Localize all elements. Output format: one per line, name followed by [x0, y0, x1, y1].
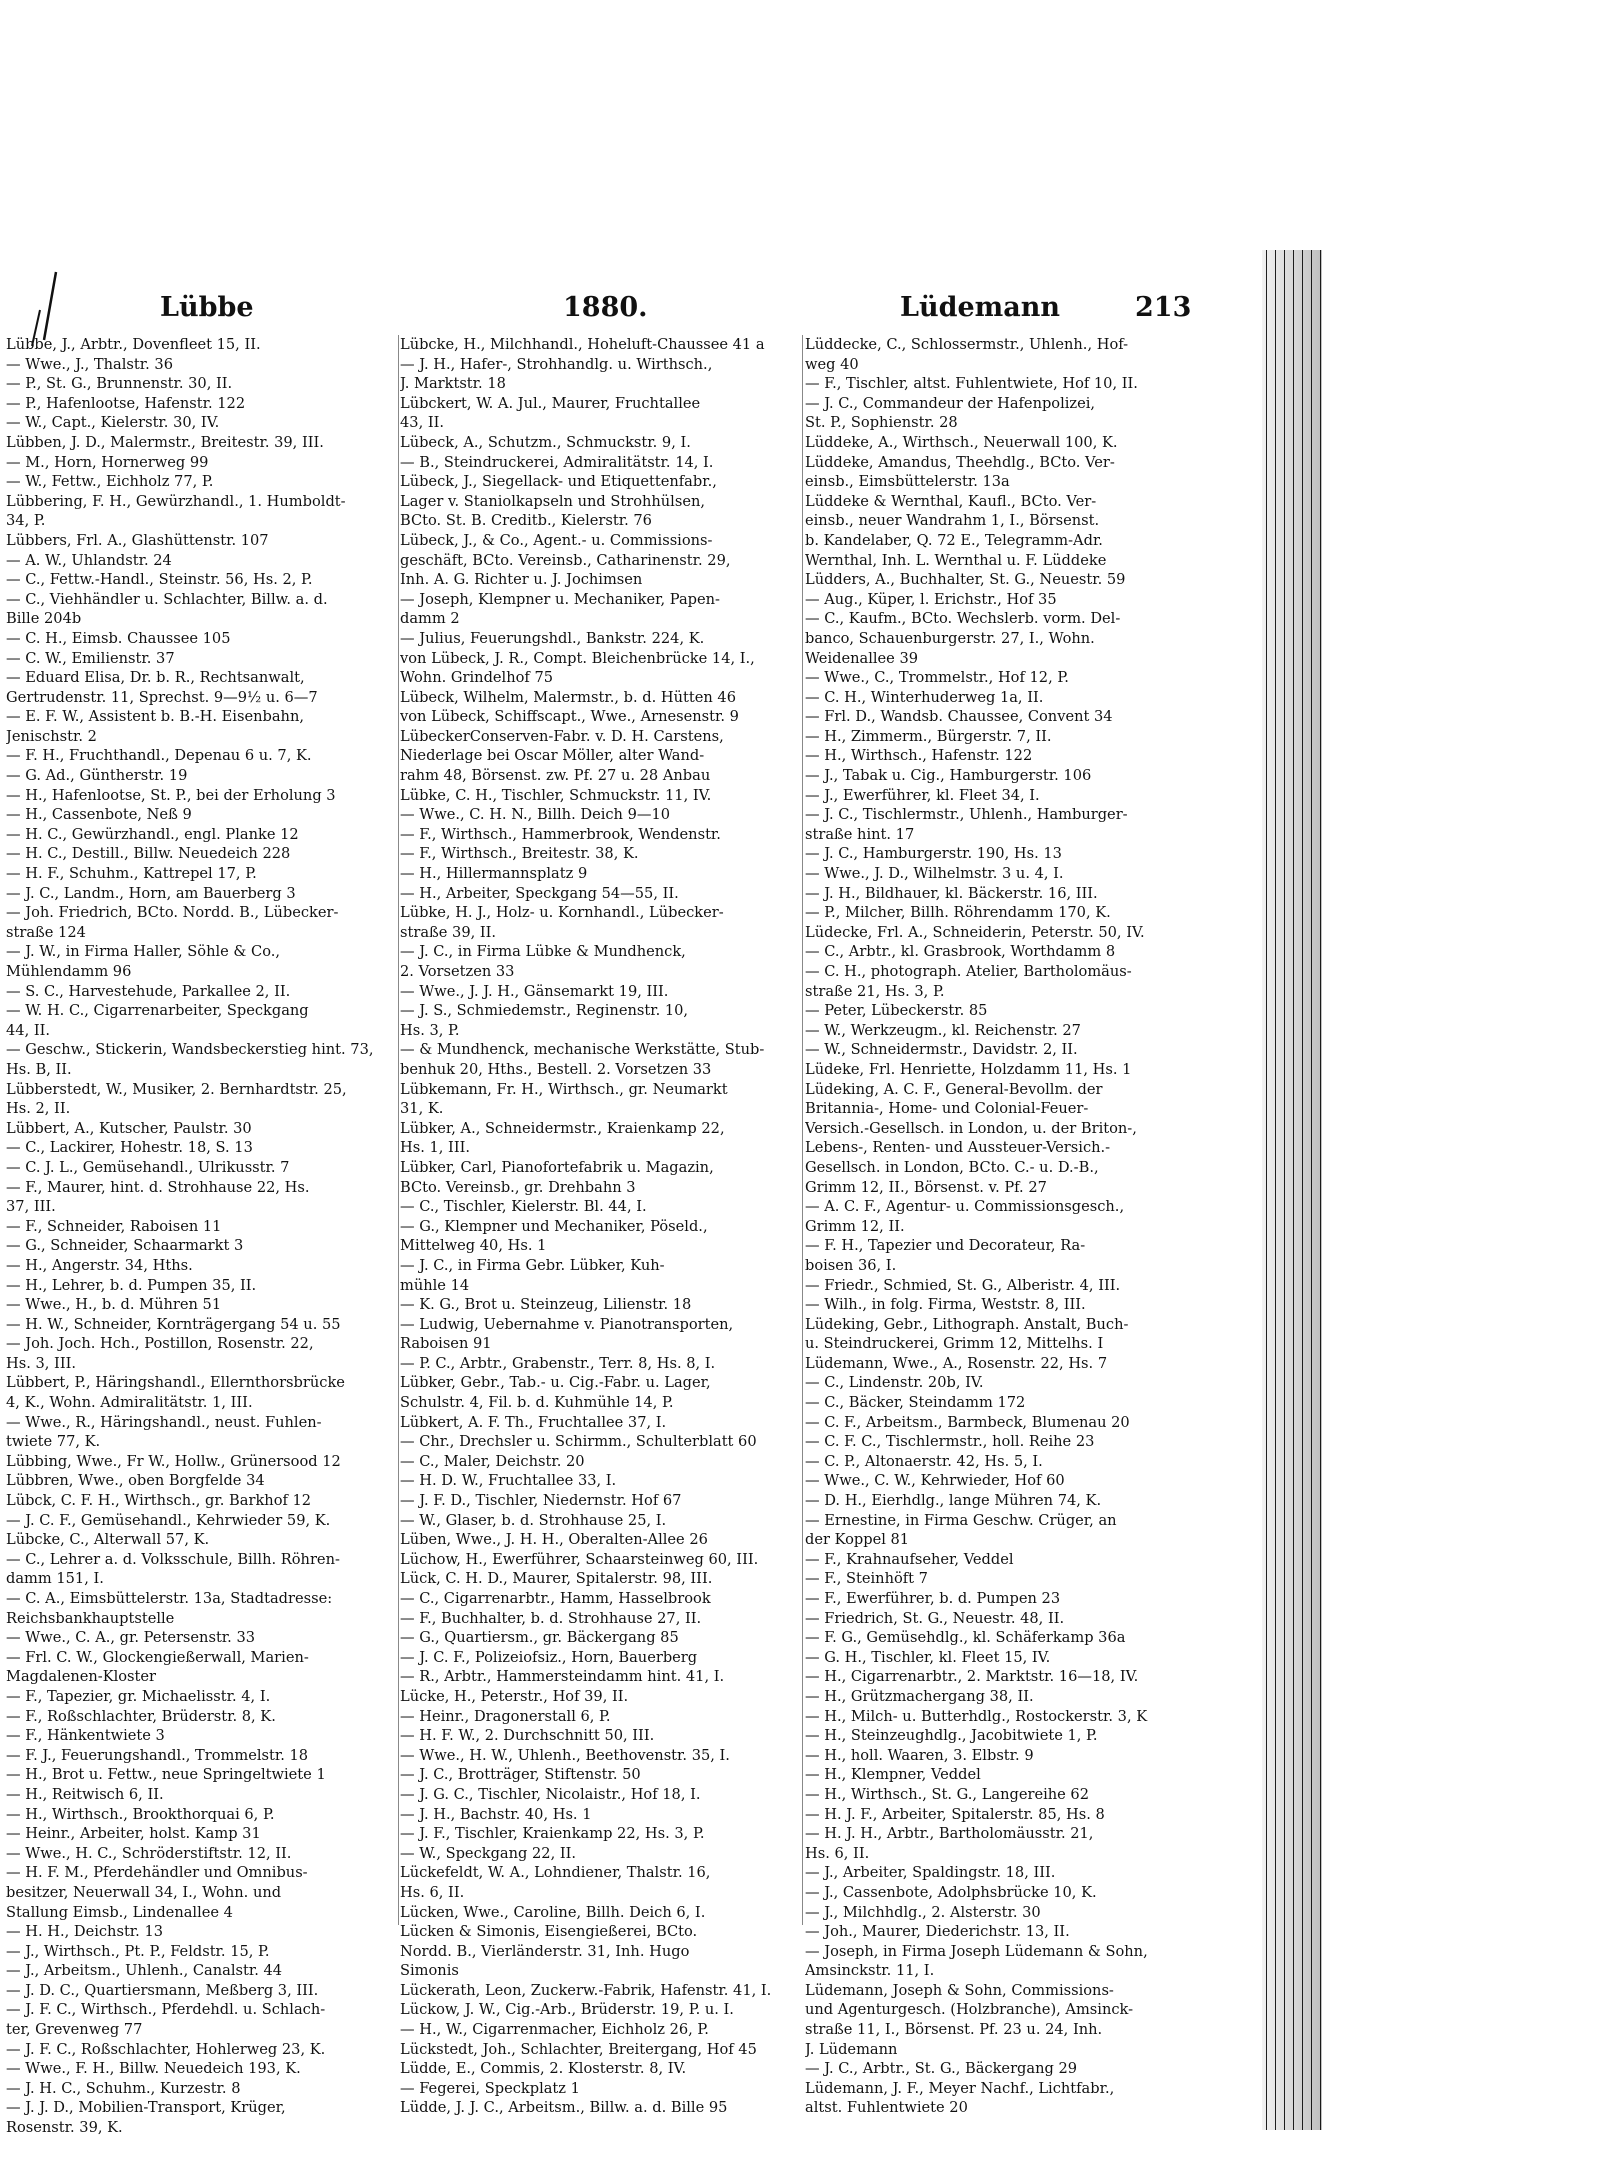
directory-entry: — C., Fettw.-Handl., Steinstr. 56, Hs. 2, P. — [6, 571, 313, 589]
directory-entry: — Friedrich, St. G., Neuestr. 48, II. — [805, 1609, 1065, 1627]
directory-entry: — J., Milchhdlg., 2. Alsterstr. 30 — [805, 1903, 1041, 1921]
directory-entry: boisen 36, I. — [805, 1256, 897, 1274]
directory-entry: — F., Maurer, hint. d. Strohhause 22, Hs. — [6, 1178, 310, 1196]
directory-entry: Lübker, Gebr., Tab.- u. Cig.-Fabr. u. Lager, — [400, 1374, 711, 1392]
directory-entry: — H. H., Deichstr. 13 — [6, 1923, 164, 1941]
directory-entry: 43, II. — [400, 414, 445, 432]
directory-entry: — J. H., Bildhauer, kl. Bäckerstr. 16, III. — [805, 884, 1098, 902]
directory-entry: — C. A., Eimsbüttelerstr. 13a, Stadtadresse: — [6, 1590, 333, 1607]
directory-entry: — W., Glaser, b. d. Strohhause 25, I. — [400, 1511, 667, 1529]
directory-entry: mühle 14 — [400, 1276, 470, 1294]
directory-entry: — Heinr., Arbeiter, holst. Kamp 31 — [6, 1825, 261, 1843]
directory-entry: — H., Wirthsch., Brookthorquai 6, P. — [6, 1805, 275, 1823]
directory-entry: Hs. B, II. — [6, 1060, 72, 1078]
directory-entry: — H., Grützmachergang 38, II. — [805, 1687, 1034, 1705]
directory-entry: — C., Lindenstr. 20b, IV. — [805, 1374, 984, 1392]
directory-entry: — Wwe., H. C., Schröderstiftstr. 12, II. — [6, 1844, 292, 1862]
directory-entry: 2. Vorsetzen 33 — [400, 963, 515, 980]
directory-entry: ter, Grevenweg 77 — [6, 2021, 143, 2039]
directory-entry: 44, II. — [6, 1021, 51, 1039]
directory-entry: — H., Zimmerm., Bürgerstr. 7, II. — [805, 727, 1052, 745]
directory-entry: — F., Wirthsch., Breitestr. 38, K. — [400, 845, 639, 863]
directory-entry: — J. C., in Firma Gebr. Lübker, Kuh- — [400, 1256, 665, 1274]
directory-entry: — J. J. D., Mobilien-Transport, Krüger, — [6, 2099, 286, 2117]
directory-entry: — A. C. F., Agentur- u. Commissionsgesch., — [805, 1198, 1125, 1216]
directory-entry: — E. F. W., Assistent b. B.-H. Eisenbahn, — [6, 708, 304, 726]
directory-entry: — H. J. H., Arbtr., Bartholomäusstr. 21, — [805, 1825, 1094, 1843]
directory-entry: Lübkert, A. F. Th., Fruchtallee 37, I. — [400, 1413, 667, 1431]
directory-entry: — J. C., Hamburgerstr. 190, Hs. 13 — [805, 845, 1062, 863]
directory-entry: Lückefeldt, W. A., Lohndiener, Thalstr. 16, — [400, 1864, 711, 1882]
directory-entry: — C., Lackirer, Hohestr. 18, S. 13 — [6, 1139, 253, 1157]
directory-entry: Mittelweg 40, Hs. 1 — [400, 1237, 547, 1255]
directory-entry: — G. H., Tischler, kl. Fleet 15, IV. — [805, 1648, 1051, 1666]
directory-entry: — W., Schneidermstr., Davidstr. 2, II. — [805, 1041, 1078, 1059]
directory-entry: Lübbert, A., Kutscher, Paulstr. 30 — [6, 1119, 252, 1137]
directory-entry: Lück, C. H. D., Maurer, Spitalerstr. 98, III. — [400, 1570, 713, 1588]
directory-entry: — Joseph, in Firma Joseph Lüdemann & Sohn, — [805, 1942, 1148, 1960]
directory-entry: — C., Cigarrenarbtr., Hamm, Hasselbrook — [400, 1590, 711, 1607]
directory-entry: Wernthal, Inh. L. Wernthal u. F. Lüddeke — [805, 551, 1107, 569]
directory-entry: — H., Hafenlootse, St. P., bei der Erholung 3 — [6, 786, 336, 804]
directory-entry: Lübeck, J., & Co., Agent.- u. Commissions- — [400, 531, 713, 549]
directory-entry: — J. H., Hafer-, Strohhandlg. u. Wirthsch., — [400, 355, 713, 373]
directory-entry: BCto. Vereinsb., gr. Drehbahn 3 — [400, 1178, 636, 1196]
directory-entry: Lübeck, A., Schutzm., Schmuckstr. 9, I. — [400, 433, 691, 451]
directory-entry: — J. S., Schmiedemstr., Reginenstr. 10, — [400, 1002, 689, 1020]
directory-entry: — H., Klempner, Veddel — [805, 1766, 981, 1784]
directory-entry: von Lübeck, Schiffscapt., Wwe., Arnesenstr. 9 — [400, 708, 739, 726]
directory-entry: — Joh. Friedrich, BCto. Nordd. B., Lübecker- — [6, 904, 339, 922]
directory-entry: 37, III. — [6, 1198, 56, 1216]
directory-entry: — G., Quartiersm., gr. Bäckergang 85 — [400, 1629, 679, 1647]
directory-entry: Lübke, C. H., Tischler, Schmuckstr. 11, IV. — [400, 786, 712, 804]
directory-entry: der Koppel 81 — [805, 1531, 910, 1549]
directory-entry: — W. H. C., Cigarrenarbeiter, Speckgang — [6, 1002, 309, 1020]
directory-entry: — F., Tischler, altst. Fuhlentwiete, Hof 10, II. — [805, 375, 1138, 393]
directory-entry: — H. C., Gewürzhandl., engl. Planke 12 — [6, 825, 299, 843]
directory-entry: — C. H., Winterhuderweg 1a, II. — [805, 688, 1044, 706]
directory-entry: — J. D. C., Quartiersmann, Meßberg 3, III. — [6, 1981, 319, 1999]
directory-entry: Lüdeking, A. C. F., General-Bevollm. der — [805, 1080, 1103, 1098]
directory-entry: — J. C., in Firma Lübke & Mundhenck, — [400, 943, 686, 961]
directory-entry: — H., Hillermannsplatz 9 — [400, 865, 588, 883]
directory-entry: Stallung Eimsb., Lindenallee 4 — [6, 1903, 233, 1921]
directory-entry: — C. J. L., Gemüsehandl., Ulrikusstr. 7 — [6, 1158, 290, 1176]
directory-entry: — W., Werkzeugm., kl. Reichenstr. 27 — [805, 1021, 1081, 1039]
directory-entry: — R., Arbtr., Hammersteindamm hint. 41, I. — [400, 1668, 725, 1686]
directory-entry: einsb., neuer Wandrahm 1, I., Börsenst. — [805, 512, 1100, 530]
directory-entry: Britannia-, Home- und Colonial-Feuer- — [805, 1100, 1089, 1118]
directory-entry: — F. G., Gemüsehdlg., kl. Schäferkamp 36a — [805, 1629, 1126, 1647]
directory-entry: Lüdde, E., Commis, 2. Klosterstr. 8, IV. — [400, 2060, 687, 2078]
directory-entry: — F. H., Fruchthandl., Depenau 6 u. 7, K. — [6, 747, 312, 765]
directory-entry: — H. C., Destill., Billw. Neuedeich 228 — [6, 845, 291, 863]
directory-entry: Lüben, Wwe., J. H. H., Oberalten-Allee 26 — [400, 1531, 708, 1549]
directory-entry: — H., Arbeiter, Speckgang 54—55, II. — [400, 884, 679, 902]
directory-entry: — G., Schneider, Schaarmarkt 3 — [6, 1237, 244, 1255]
directory-entry: — Wwe., C. H. N., Billh. Deich 9—10 — [400, 806, 671, 824]
directory-entry: Gertrudenstr. 11, Sprechst. 9—9½ u. 6—7 — [6, 688, 318, 706]
directory-entry: Lübckert, W. A. Jul., Maurer, Fruchtallee — [400, 394, 701, 412]
directory-entry: — C. H., photograph. Atelier, Bartholomäus- — [805, 963, 1132, 980]
column-1 — [6, 335, 406, 2138]
directory-entry: — J. C. F., Polizeiofsiz., Horn, Bauerberg — [400, 1648, 698, 1666]
directory-entry: b. Kandelaber, Q. 72 E., Telegramm-Adr. — [805, 531, 1103, 549]
directory-entry: — B., Steindruckerei, Admiralitätstr. 14, I. — [400, 453, 714, 471]
directory-entry: — Joseph, Klempner u. Mechaniker, Papen- — [400, 590, 720, 608]
directory-entry: 4, K., Wohn. Admiralitätstr. 1, III. — [6, 1394, 253, 1412]
directory-entry: Lüdde, J. J. C., Arbeitsm., Billw. a. d. Bille 95 — [400, 2099, 728, 2117]
directory-entry: — H., W., Cigarrenmacher, Eichholz 26, P. — [400, 2021, 709, 2039]
directory-entry: — H., Cigarrenarbtr., 2. Marktstr. 16—18, IV. — [805, 1668, 1139, 1686]
directory-entry: Lübke, H. J., Holz- u. Kornhandl., Lübecker- — [400, 904, 724, 922]
directory-entry: — Wwe., J., Thalstr. 36 — [6, 355, 173, 373]
directory-entry: — J. F. C., Roßschlachter, Hohlerweg 23, K. — [6, 2040, 326, 2058]
directory-entry: — Frl. D., Wandsb. Chaussee, Convent 34 — [805, 708, 1113, 726]
directory-entry: — Wwe., C. W., Kehrwieder, Hof 60 — [805, 1472, 1065, 1490]
directory-entry: Lübben, J. D., Malermstr., Breitestr. 39, III. — [6, 433, 324, 451]
directory-entry: — F., Krahnaufseher, Veddel — [805, 1550, 1014, 1568]
directory-entry: Lückow, J. W., Cig.-Arb., Brüderstr. 19, P. u. I. — [400, 2001, 734, 2019]
directory-entry: — C. P., Altonaerstr. 42, Hs. 5, I. — [805, 1452, 1043, 1470]
directory-entry: straße 21, Hs. 3, P. — [805, 982, 945, 1000]
directory-entry: benhuk 20, Hths., Bestell. 2. Vorsetzen 33 — [400, 1060, 712, 1078]
directory-entry: Mühlendamm 96 — [6, 963, 132, 980]
directory-entry: Wohn. Grindelhof 75 — [400, 669, 554, 687]
column-divider — [802, 335, 803, 1925]
directory-entry: — J., Arbeiter, Spaldingstr. 18, III. — [805, 1864, 1056, 1882]
directory-entry: — H., Wirthsch., St. G., Langereihe 62 — [805, 1785, 1089, 1803]
directory-entry: — C. F., Arbeitsm., Barmbeck, Blumenau 20 — [805, 1413, 1130, 1431]
directory-entry: — J. C., Tischlermstr., Uhlenh., Hamburger- — [805, 806, 1128, 824]
directory-entry: Lüddecke, C., Schlossermstr., Uhlenh., Hof- — [805, 336, 1129, 353]
directory-entry: Grimm 12, II. — [805, 1217, 905, 1235]
directory-entry: — F., Roßschlachter, Brüderstr. 8, K. — [6, 1707, 276, 1725]
directory-entry: — F., Tapezier, gr. Michaelisstr. 4, I. — [6, 1687, 271, 1705]
directory-entry: — J. H., Bachstr. 40, Hs. 1 — [400, 1805, 592, 1823]
directory-entry: Lüdders, A., Buchhalter, St. G., Neuestr. 59 — [805, 571, 1126, 589]
directory-entry: Lübberstedt, W., Musiker, 2. Bernhardtstr. 25, — [6, 1080, 347, 1098]
directory-entry: — F. H., Tapezier und Decorateur, Ra- — [805, 1237, 1086, 1255]
directory-entry: Versich.-Gesellsch. in London, u. der Briton-, — [805, 1119, 1137, 1137]
directory-entry: — C., Tischler, Kielerstr. Bl. 44, I. — [400, 1198, 647, 1216]
directory-entry: altst. Fuhlentwiete 20 — [805, 2099, 968, 2117]
directory-entry: — W., Speckgang 22, II. — [400, 1844, 577, 1862]
directory-entry: Rosenstr. 39, K. — [6, 2119, 123, 2137]
directory-entry: — G. Ad., Güntherstr. 19 — [6, 767, 188, 785]
directory-entry: Lübbering, F. H., Gewürzhandl., 1. Humboldt- — [6, 492, 346, 510]
directory-entry: — J. F. D., Tischler, Niedernstr. Hof 67 — [400, 1492, 682, 1510]
column-2 — [400, 335, 792, 2118]
directory-entry: J. Lüdemann — [805, 2040, 898, 2058]
directory-entry: Hs. 6, II. — [400, 1883, 465, 1901]
directory-entry: u. Steindruckerei, Grimm 12, Mittelhs. I — [805, 1335, 1104, 1353]
directory-entry: von Lübeck, J. R., Compt. Bleichenbrücke 14, I., — [400, 649, 755, 667]
directory-entry: — H. J. F., Arbeiter, Spitalerstr. 85, Hs. 8 — [805, 1805, 1105, 1823]
directory-entry: straße 11, I., Börsenst. Pf. 23 u. 24, Inh. — [805, 2021, 1103, 2039]
directory-entry: — J., Cassenbote, Adolphsbrücke 10, K. — [805, 1883, 1097, 1901]
directory-entry: Hs. 6, II. — [805, 1844, 870, 1862]
directory-entry: — P., Milcher, Billh. Röhrendamm 170, K. — [805, 904, 1111, 922]
directory-entry: — J., Wirthsch., Pt. P., Feldstr. 15, P. — [6, 1942, 270, 1960]
directory-entry: St. P., Sophienstr. 28 — [805, 414, 958, 432]
directory-entry: — Eduard Elisa, Dr. b. R., Rechtsanwalt, — [6, 669, 305, 687]
directory-entry: — H. W., Schneider, Kornträgergang 54 u. 55 — [6, 1315, 341, 1333]
directory-entry: — F., Schneider, Raboisen 11 — [6, 1217, 222, 1235]
directory-entry: straße 39, II. — [400, 923, 497, 941]
directory-entry: Lager v. Staniolkapseln und Strohhülsen, — [400, 492, 706, 510]
directory-entry: besitzer, Neuerwall 34, I., Wohn. und — [6, 1883, 282, 1901]
directory-entry: Lübbing, Wwe., Fr W., Hollw., Grünersood 12 — [6, 1452, 341, 1470]
directory-entry: Schulstr. 4, Fil. b. d. Kuhmühle 14, P. — [400, 1394, 674, 1412]
directory-entry: — S. C., Harvestehude, Parkallee 2, II. — [6, 982, 291, 1000]
directory-entry: — Wwe., F. H., Billw. Neuedeich 193, K. — [6, 2060, 301, 2078]
directory-entry: — H., Brot u. Fettw., neue Springeltwiete 1 — [6, 1766, 326, 1784]
directory-entry: Raboisen 91 — [400, 1335, 492, 1353]
directory-entry: damm 2 — [400, 610, 460, 628]
directory-entry: einsb., Eimsbüttelerstr. 13a — [805, 473, 1010, 491]
page-number: 213 — [1135, 292, 1192, 323]
directory-entry: Lübcke, C., Alterwall 57, K. — [6, 1531, 210, 1549]
directory-entry: banco, Schauenburgerstr. 27, I., Wohn. — [805, 629, 1095, 647]
directory-entry: Reichsbankhauptstelle — [6, 1609, 175, 1627]
directory-entry: Lüddeke, A., Wirthsch., Neuerwall 100, K. — [805, 433, 1118, 451]
directory-entry: Lücke, H., Peterstr., Hof 39, II. — [400, 1687, 629, 1705]
directory-entry: Lücken & Simonis, Eisengießerei, BCto. — [400, 1923, 698, 1941]
directory-entry: — J. F., Tischler, Kraienkamp 22, Hs. 3, P. — [400, 1825, 705, 1843]
directory-entry: — J., Ewerführer, kl. Fleet 34, I. — [805, 786, 1040, 804]
directory-entry: — H., Wirthsch., Hafenstr. 122 — [805, 747, 1033, 765]
directory-entry: Lübbren, Wwe., oben Borgfelde 34 — [6, 1472, 265, 1490]
directory-entry: — W., Capt., Kielerstr. 30, IV. — [6, 414, 220, 432]
directory-entry: Lückerath, Leon, Zuckerw.-Fabrik, Hafenstr. 41, I. — [400, 1981, 772, 1999]
directory-entry: J. Marktstr. 18 — [400, 375, 506, 393]
directory-entry: — M., Horn, Hornerweg 99 — [6, 453, 209, 471]
directory-entry: Hs. 2, II. — [6, 1100, 71, 1118]
directory-entry: — Wwe., J. J. H., Gänsemarkt 19, III. — [400, 982, 669, 1000]
directory-entry: — G., Klempner und Mechaniker, Pöseld., — [400, 1217, 708, 1235]
directory-entry: — Ernestine, in Firma Geschw. Crüger, an — [805, 1511, 1117, 1529]
page-header — [0, 292, 1210, 332]
directory-entry: Lübcke, H., Milchhandl., Hoheluft-Chaussee 41 a — [400, 336, 765, 353]
column-3 — [805, 335, 1205, 2118]
directory-entry: — Wilh., in folg. Firma, Weststr. 8, III. — [805, 1296, 1086, 1314]
directory-entry: Lübbert, P., Häringshandl., Ellernthorsbrücke — [6, 1374, 345, 1392]
directory-entry: — C., Bäcker, Steindamm 172 — [805, 1394, 1026, 1412]
directory-entry: twiete 77, K. — [6, 1433, 101, 1451]
directory-entry: — Joh., Maurer, Diederichstr. 13, II. — [805, 1923, 1070, 1941]
directory-entry: Magdalenen-Kloster — [6, 1668, 157, 1686]
directory-entry: — P., St. G., Brunnenstr. 30, II. — [6, 375, 233, 393]
directory-entry: — H. D. W., Fruchtallee 33, I. — [400, 1472, 617, 1490]
directory-entry: Lübeck, Wilhelm, Malermstr., b. d. Hütten 46 — [400, 688, 737, 706]
directory-entry: — J., Arbeitsm., Uhlenh., Canalstr. 44 — [6, 1962, 283, 1980]
directory-entry: — Wwe., H. W., Uhlenh., Beethovenstr. 35, I. — [400, 1746, 730, 1764]
header-year: 1880. — [563, 292, 648, 323]
directory-entry: — Wwe., C. A., gr. Petersenstr. 33 — [6, 1629, 256, 1647]
directory-entry: damm 151, I. — [6, 1570, 104, 1588]
directory-entry: Lübkemann, Fr. H., Wirthsch., gr. Neumarkt — [400, 1080, 728, 1098]
directory-entry: Lüddeke, Amandus, Theehdlg., BCto. Ver- — [805, 453, 1115, 471]
directory-entry: Lübck, C. F. H., Wirthsch., gr. Barkhof 12 — [6, 1492, 312, 1510]
directory-entry: straße 124 — [6, 923, 86, 941]
directory-entry: Lüchow, H., Ewerführer, Schaarsteinweg 60, III. — [400, 1550, 759, 1568]
directory-entry: Hs. 3, P. — [400, 1021, 460, 1039]
directory-entry: — Wwe., J. D., Wilhelmstr. 3 u. 4, I. — [805, 865, 1064, 883]
directory-entry: — J. C., Arbtr., St. G., Bäckergang 29 — [805, 2060, 1078, 2078]
directory-entry: — Geschw., Stickerin, Wandsbeckerstieg hint. 73, — [6, 1041, 374, 1059]
directory-entry: — H., Milch- u. Butterhdlg., Rostockerstr. 3, K — [805, 1707, 1148, 1725]
directory-entry: Lüdemann, Wwe., A., Rosenstr. 22, Hs. 7 — [805, 1354, 1108, 1372]
directory-entry: — Wwe., C., Trommelstr., Hof 12, P. — [805, 669, 1069, 687]
directory-entry: — C. W., Emilienstr. 37 — [6, 649, 175, 667]
directory-entry: — Chr., Drechsler u. Schirmm., Schulterblatt 60 — [400, 1433, 757, 1451]
directory-entry: Weidenallee 39 — [805, 649, 919, 667]
directory-entry: — J., Tabak u. Cig., Hamburgerstr. 106 — [805, 767, 1092, 785]
directory-entry: — J. C., Brotträger, Stiftenstr. 50 — [400, 1766, 641, 1784]
directory-entry: — C., Viehhändler u. Schlachter, Billw. a. d. — [6, 590, 328, 608]
directory-entry: — Fegerei, Speckplatz 1 — [400, 2079, 580, 2097]
directory-entry: — H., Steinzeughdlg., Jacobitwiete 1, P. — [805, 1727, 1098, 1745]
directory-entry: — C., Lehrer a. d. Volksschule, Billh. Röhren- — [6, 1550, 340, 1568]
directory-entry: Lüdemann, Joseph & Sohn, Commissions- — [805, 1981, 1114, 1999]
directory-entry: Jenischstr. 2 — [6, 727, 97, 745]
directory-entry: weg 40 — [805, 355, 859, 373]
directory-entry: Hs. 3, III. — [6, 1354, 76, 1372]
directory-entry: — Joh. Joch. Hch., Postillon, Rosenstr. 22, — [6, 1335, 314, 1353]
directory-entry: — C., Arbtr., kl. Grasbrook, Worthdamm 8 — [805, 943, 1116, 961]
directory-entry: rahm 48, Börsenst. zw. Pf. 27 u. 28 Anbau — [400, 767, 711, 785]
directory-entry: Lüdecke, Frl. A., Schneiderin, Peterstr. 50, IV. — [805, 923, 1145, 941]
directory-entry: Lüddeke & Wernthal, Kaufl., BCto. Ver- — [805, 492, 1097, 510]
directory-entry: Lübbers, Frl. A., Glashüttenstr. 107 — [6, 531, 269, 549]
directory-entry: geschäft, BCto. Vereinsb., Catharinenstr. 29, — [400, 551, 731, 569]
directory-entry: — J. H. C., Schuhm., Kurzestr. 8 — [6, 2079, 241, 2097]
directory-entry: — F., Steinhöft 7 — [805, 1570, 928, 1588]
directory-entry: — & Mundhenck, mechanische Werkstätte, Stub- — [400, 1041, 765, 1059]
directory-entry: Lüdemann, J. F., Meyer Nachf., Lichtfabr., — [805, 2079, 1115, 2097]
directory-entry: Inh. A. G. Richter u. J. Jochimsen — [400, 571, 643, 589]
directory-entry: Lücken, Wwe., Caroline, Billh. Deich 6, I. — [400, 1903, 706, 1921]
header-right-name: Lüdemann — [900, 292, 1060, 323]
directory-entry: Lübker, Carl, Pianofortefabrik u. Magazin, — [400, 1158, 714, 1176]
directory-entry: Lüdeking, Gebr., Lithograph. Anstalt, Buch- — [805, 1315, 1129, 1333]
directory-entry: und Agenturgesch. (Holzbranche), Amsinck- — [805, 2001, 1134, 2019]
directory-entry: — H., Lehrer, b. d. Pumpen 35, II. — [6, 1276, 257, 1294]
directory-entry: — Wwe., R., Häringshandl., neust. Fuhlen- — [6, 1413, 322, 1431]
directory-entry: — C. H., Eimsb. Chaussee 105 — [6, 629, 231, 647]
directory-entry: — J. W., in Firma Haller, Söhle & Co., — [6, 943, 281, 961]
directory-entry: — C., Maler, Deichstr. 20 — [400, 1452, 585, 1470]
directory-entry: — J. C. F., Gemüsehandl., Kehrwieder 59, K. — [6, 1511, 331, 1529]
directory-entry: Lebens-, Renten- und Aussteuer-Versich.- — [805, 1139, 1111, 1157]
directory-entry: — J. F. C., Wirthsch., Pferdehdl. u. Schlach- — [6, 2001, 326, 2019]
directory-entry: Simonis — [400, 1962, 459, 1980]
directory-entry: Bille 204b — [6, 610, 82, 628]
directory-entry: — J. G. C., Tischler, Nicolaistr., Hof 18, I. — [400, 1785, 701, 1803]
directory-entry: — H. F., Schuhm., Kattrepel 17, P. — [6, 865, 257, 883]
directory-entry: Nordd. B., Vierländerstr. 31, Inh. Hugo — [400, 1942, 690, 1960]
directory-entry: — K. G., Brot u. Steinzeug, Lilienstr. 18 — [400, 1296, 692, 1314]
header-left-name: Lübbe — [160, 292, 254, 323]
directory-entry: Lückstedt, Joh., Schlachter, Breitergang, Hof 45 — [400, 2040, 757, 2058]
directory-entry: — Peter, Lübeckerstr. 85 — [805, 1002, 988, 1020]
directory-entry: — P., Hafenlootse, Hafenstr. 122 — [6, 394, 246, 412]
directory-entry: 31, K. — [400, 1100, 444, 1118]
directory-entry: — Heinr., Dragonerstall 6, P. — [400, 1707, 611, 1725]
directory-entry: Lübker, A., Schneidermstr., Kraienkamp 22, — [400, 1119, 725, 1137]
directory-entry: — H., Reitwisch 6, II. — [6, 1785, 164, 1803]
directory-entry: — F., Wirthsch., Hammerbrook, Wendenstr. — [400, 825, 721, 843]
directory-entry: — C. F. C., Tischlermstr., holl. Reihe 23 — [805, 1433, 1095, 1451]
directory-entry: — P. C., Arbtr., Grabenstr., Terr. 8, Hs. 8, I. — [400, 1354, 716, 1372]
directory-entry: — H., holl. Waaren, 3. Elbstr. 9 — [805, 1746, 1034, 1764]
directory-entry: — W., Fettw., Eichholz 77, P. — [6, 473, 214, 491]
directory-entry: — Aug., Küper, l. Erichstr., Hof 35 — [805, 590, 1057, 608]
directory-entry: — D. H., Eierhdlg., lange Mühren 74, K. — [805, 1492, 1102, 1510]
directory-entry: straße hint. 17 — [805, 825, 915, 843]
directory-entry: — Ludwig, Uebernahme v. Pianotransporten, — [400, 1315, 734, 1333]
directory-entry: — H. F. W., 2. Durchschnitt 50, III. — [400, 1727, 655, 1745]
directory-entry: LübeckerConserven-Fabr. v. D. H. Carstens, — [400, 727, 724, 745]
directory-entry: — F. J., Feuerungshandl., Trommelstr. 18 — [6, 1746, 309, 1764]
directory-entry: — F., Buchhalter, b. d. Strohhause 27, II. — [400, 1609, 702, 1627]
directory-entry: Lüdeke, Frl. Henriette, Holzdamm 11, Hs. 1 — [805, 1060, 1132, 1078]
directory-entry: Amsinckstr. 11, I. — [805, 1962, 935, 1980]
directory-entry: 34, P. — [6, 512, 46, 530]
directory-entry: Lübeck, J., Siegellack- und Etiquettenfabr., — [400, 473, 717, 491]
directory-entry: — H., Cassenbote, Neß 9 — [6, 806, 192, 824]
directory-entry: — F., Hänkentwiete 3 — [6, 1727, 165, 1745]
directory-entry: Lübbe, J., Arbtr., Dovenfleet 15, II. — [6, 336, 261, 353]
directory-entry: Niederlage bei Oscar Möller, alter Wand- — [400, 747, 705, 765]
directory-entry: — Wwe., H., b. d. Mühren 51 — [6, 1296, 222, 1314]
directory-entry: Gesellsch. in London, BCto. C.- u. D.-B., — [805, 1158, 1099, 1176]
directory-entry: — Julius, Feuerungshdl., Bankstr. 224, K. — [400, 629, 705, 647]
page-edges — [1262, 250, 1322, 2130]
directory-entry: — C., Kaufm., BCto. Wechslerb. vorm. Del- — [805, 610, 1121, 628]
directory-entry: BCto. St. B. Creditb., Kielerstr. 76 — [400, 512, 652, 530]
directory-entry: — H., Angerstr. 34, Hths. — [6, 1256, 193, 1274]
directory-entry: Grimm 12, II., Börsenst. v. Pf. 27 — [805, 1178, 1047, 1196]
directory-entry: — J. C., Commandeur der Hafenpolizei, — [805, 394, 1096, 412]
directory-entry: — H. F. M., Pferdehändler und Omnibus- — [6, 1864, 308, 1882]
directory-entry: — Frl. C. W., Glockengießerwall, Marien- — [6, 1648, 309, 1666]
directory-entry: — J. C., Landm., Horn, am Bauerberg 3 — [6, 884, 296, 902]
directory-entry: — A. W., Uhlandstr. 24 — [6, 551, 172, 569]
directory-entry: — F., Ewerführer, b. d. Pumpen 23 — [805, 1590, 1061, 1607]
directory-entry: Hs. 1, III. — [400, 1139, 470, 1157]
directory-entry: — Friedr., Schmied, St. G., Alberistr. 4, III. — [805, 1276, 1121, 1294]
